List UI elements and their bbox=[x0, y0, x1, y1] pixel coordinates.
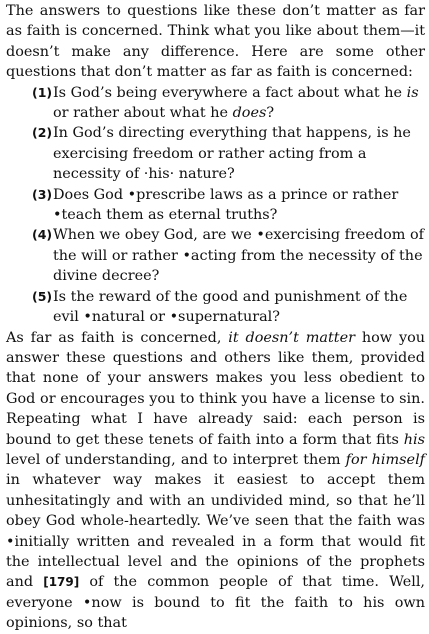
question-text: Is the reward of the good and punishment of the evil •natural or •supernatural? bbox=[53, 288, 408, 326]
question-item-5 bbox=[6, 287, 425, 328]
question-text: or rather about what he bbox=[53, 105, 233, 122]
question-number: (3) bbox=[32, 186, 53, 202]
emphasis: his bbox=[403, 431, 425, 448]
question-text: Does God •prescribe laws as a prince or rather •teach them as eternal truths? bbox=[53, 186, 399, 224]
emphasis: it doesn’t matter bbox=[228, 329, 355, 346]
question-item-3 bbox=[6, 185, 425, 226]
paragraph-text: As far as faith is concerned, bbox=[6, 329, 229, 346]
paragraph-text: how you answer these questions and others like them, provided that none of your answers makes you less obedient to God or encourages you to think you have a license to sin. Repeating what I have already said: each person is bound to get these tenets of faith into a form that fits bbox=[6, 329, 426, 448]
question-text: ? bbox=[266, 105, 275, 122]
emphasis: for himself bbox=[345, 451, 425, 468]
question-number: (4) bbox=[32, 227, 53, 243]
paragraph-text: of the common people of that time. Well, everyone •now is bound to fit the faith to his own opinions, so that bbox=[6, 574, 425, 632]
document-page bbox=[6, 1, 425, 634]
body-paragraph bbox=[6, 328, 425, 634]
paragraph-text: level of understanding, and to interpret them bbox=[6, 451, 346, 468]
question-number: (5) bbox=[32, 288, 53, 304]
page-reference: [179] bbox=[43, 575, 80, 590]
question-item-2 bbox=[6, 123, 425, 184]
question-text: In God’s directing everything that happens, is he exercising freedom or rather acting from a necessity of ·his· nature? bbox=[53, 125, 411, 183]
questions-list bbox=[6, 83, 425, 328]
question-number: (1) bbox=[32, 84, 53, 100]
question-text: Is God’s being everywhere a fact about what he bbox=[53, 84, 407, 101]
emphasis: does bbox=[232, 105, 267, 122]
intro-paragraph: The answers to questions like these don’t matter as far as faith is concerned. Think what you like about them—it doesn’t make any difference. Here are some other questions that don’t matter as far as faith is concerned: bbox=[6, 3, 425, 81]
question-number: (2) bbox=[32, 125, 53, 141]
paragraph-text: in whatever way makes it easiest to accept them unhesitatingly and with an undivided mind, so that he’ll obey God whole-heartedly. We’ve seen that the faith was •initially written and revealed in a form that would fit the intellectual level and the opinions of the prophets and bbox=[6, 472, 425, 591]
emphasis: is bbox=[406, 84, 419, 101]
question-item-4 bbox=[6, 225, 425, 286]
question-item-1 bbox=[6, 83, 425, 124]
question-text: When we obey God, are we •exercising freedom of the will or rather •acting from the necessity of the divine decree? bbox=[53, 227, 424, 285]
